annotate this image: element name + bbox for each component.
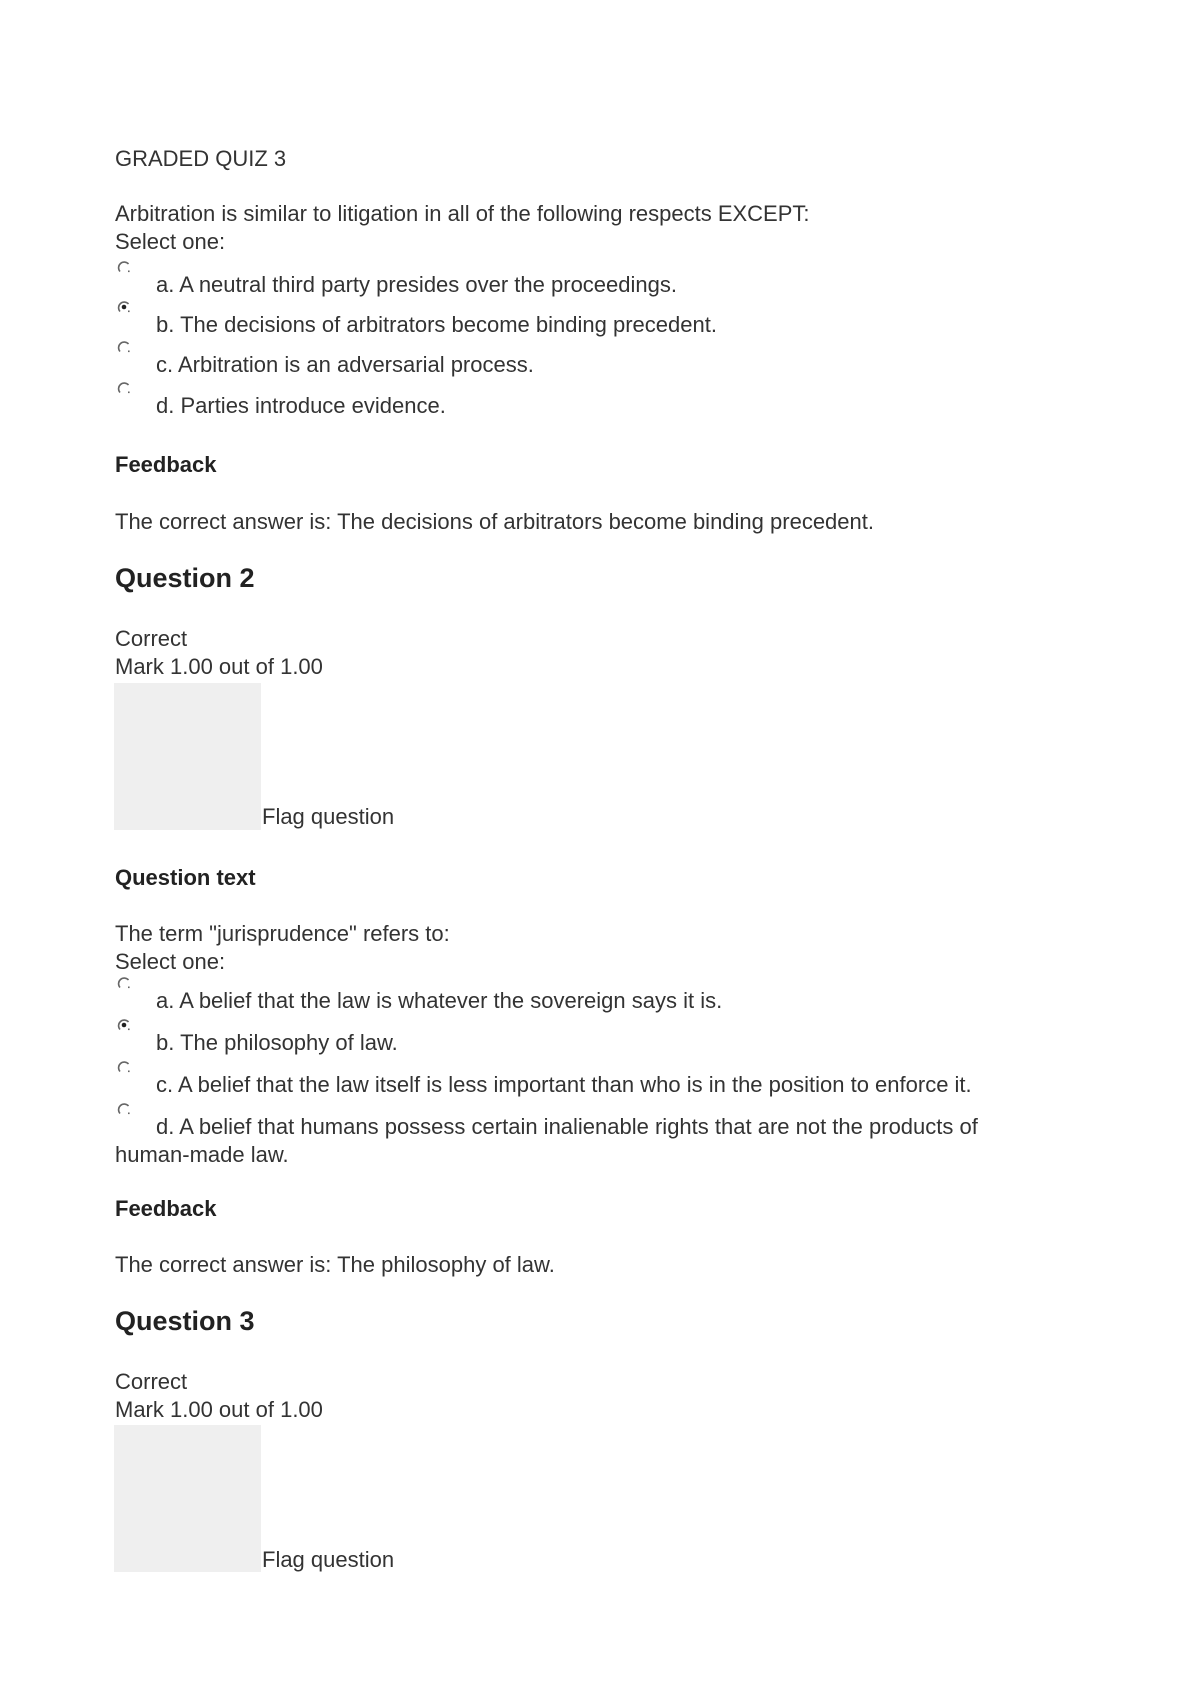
question-2-mark: Mark 1.00 out of 1.00: [115, 654, 323, 679]
question-2-heading: Question 2: [115, 563, 255, 593]
question-2-flag-link[interactable]: Flag question: [262, 804, 395, 829]
question-2-prompt: The term "jurisprudence" refers to:: [115, 921, 450, 946]
option-label: c. A belief that the law itself is less important than who is in the position to enforce it.: [156, 1072, 972, 1097]
radio-unselected-icon[interactable]: [117, 340, 131, 354]
radio-selected-icon[interactable]: [117, 300, 131, 314]
flag-icon[interactable]: [114, 1425, 261, 1572]
question-2-feedback-text: The correct answer is: The philosophy of law.: [115, 1252, 555, 1277]
question-1-prompt: Arbitration is similar to litigation in all of the following respects EXCEPT:: [115, 201, 810, 226]
radio-unselected-icon[interactable]: [117, 381, 131, 395]
question-1-select-label: Select one:: [115, 229, 226, 254]
question-3-heading: Question 3: [115, 1306, 255, 1336]
option-label: a. A belief that the law is whatever the sovereign says it is.: [156, 988, 723, 1013]
question-3-flag-link[interactable]: Flag question: [262, 1547, 395, 1572]
flag-icon[interactable]: [114, 683, 261, 830]
question-2-feedback-heading: Feedback: [115, 1196, 217, 1221]
option-label: c. Arbitration is an adversarial process.: [156, 352, 534, 377]
question-1-feedback-heading: Feedback: [115, 452, 217, 477]
radio-selected-icon[interactable]: [117, 1018, 131, 1032]
question-2-text-heading: Question text: [115, 865, 256, 890]
option-label: b. The decisions of arbitrators become binding precedent.: [156, 312, 717, 337]
radio-unselected-icon[interactable]: [117, 976, 131, 990]
question-3-status: Correct: [115, 1369, 188, 1394]
quiz-title: GRADED QUIZ 3: [115, 146, 287, 171]
option-label: d. A belief that humans possess certain inalienable rights that are not the products of human-made law.: [115, 1114, 978, 1167]
radio-unselected-icon[interactable]: [117, 1060, 131, 1074]
question-3-mark: Mark 1.00 out of 1.00: [115, 1397, 323, 1422]
radio-unselected-icon[interactable]: [117, 260, 131, 274]
option-label: a. A neutral third party presides over the proceedings.: [156, 272, 677, 297]
question-2-status: Correct: [115, 626, 188, 651]
option-label: d. Parties introduce evidence.: [156, 393, 446, 418]
option-label: b. The philosophy of law.: [156, 1030, 398, 1055]
question-1-feedback-text: The correct answer is: The decisions of arbitrators become binding precedent.: [115, 509, 874, 534]
question-2-select-label: Select one:: [115, 949, 226, 974]
